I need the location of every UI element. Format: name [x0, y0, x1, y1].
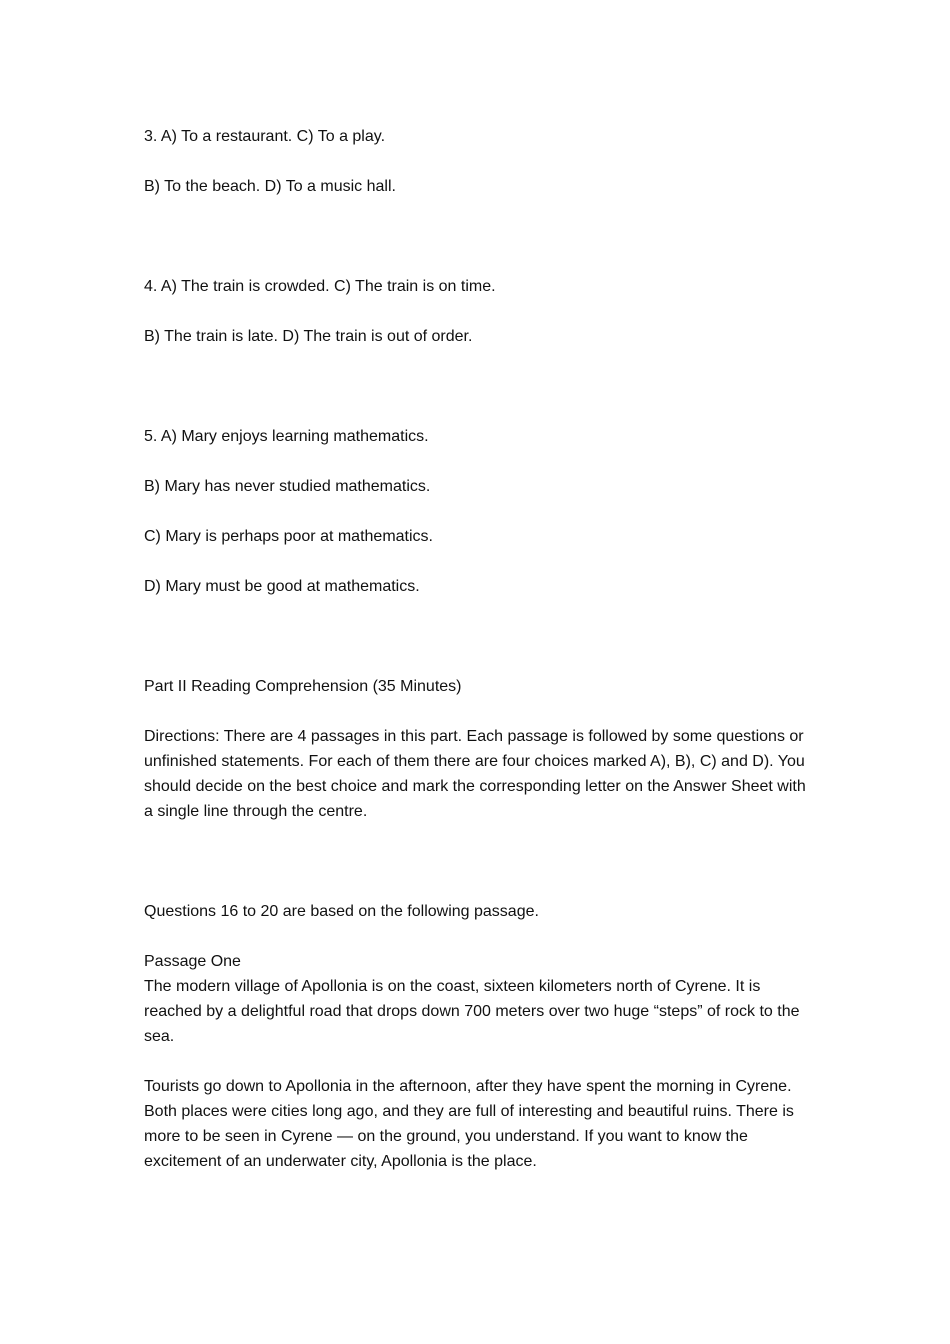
question-3-options-b-d: B) To the beach. D) To a music hall.	[144, 178, 396, 195]
question-3-options-a-c: 3. A) To a restaurant. C) To a play.	[144, 128, 386, 145]
passage-intro: Questions 16 to 20 are based on the following passage.	[144, 903, 539, 920]
passage-paragraph-1: The modern village of Apollonia is on the coast, sixteen kilometers north of Cyrene. It is reached by a delightful road that drops down 700 meters over two huge “steps” of rock to the sea.	[144, 978, 800, 1045]
question-5-option-c: C) Mary is perhaps poor at mathematics.	[144, 528, 433, 545]
question-5-option-d: D) Mary must be good at mathematics.	[144, 578, 420, 595]
passage-paragraph-2: Tourists go down to Apollonia in the afternoon, after they have spent the morning in Cyrene. Both places were cities long ago, and they are full of interesting and beautiful ruins. There is more to be seen in Cyrene — on the ground, you understand. If you want to know the excitement of an underwater city, Apollonia is the place.	[144, 1078, 794, 1170]
question-4-options-a-c: 4. A) The train is crowded. C) The train is on time.	[144, 278, 496, 295]
document-page	[144, 124, 812, 1174]
passage-title: Passage One	[144, 953, 241, 970]
part-2-directions: Directions: There are 4 passages in this part. Each passage is followed by some questions or unfinished statements. For each of them there are four choices marked A), B), C) and D). You should decide on the best choice and mark the corresponding letter on the Answer Sheet with a single line through the centre.	[144, 728, 806, 820]
part-2-title: Part II Reading Comprehension (35 Minutes)	[144, 678, 462, 695]
question-5-option-b: B) Mary has never studied mathematics.	[144, 478, 431, 495]
question-4-options-b-d: B) The train is late. D) The train is out of order.	[144, 328, 473, 345]
question-5-option-a: 5. A) Mary enjoys learning mathematics.	[144, 428, 429, 445]
